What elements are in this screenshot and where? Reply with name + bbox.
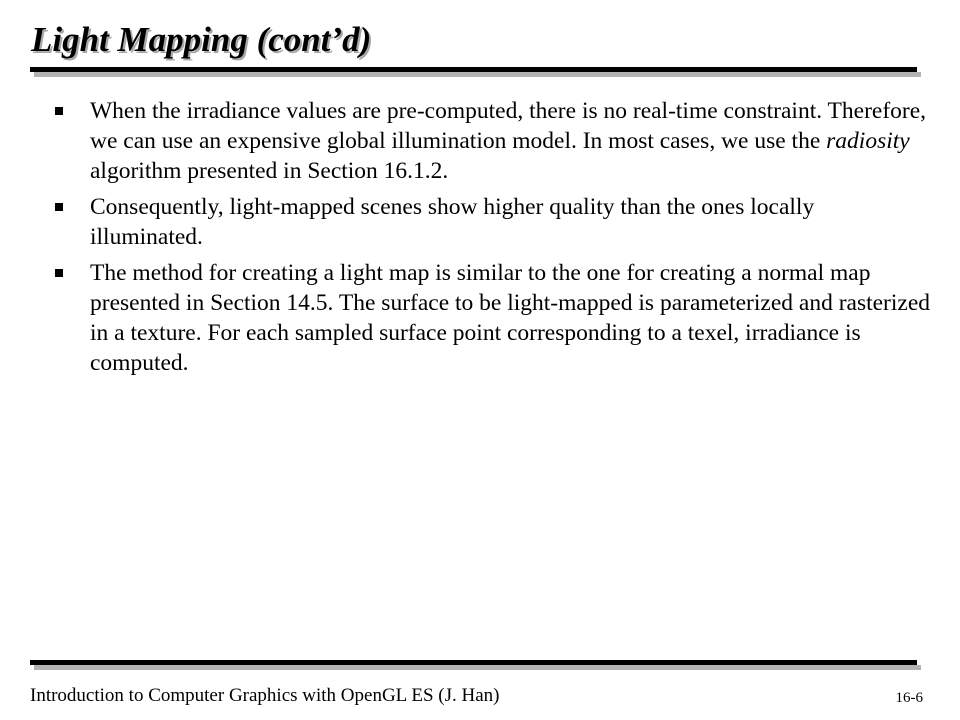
bullet-item [52, 192, 932, 252]
title-divider [30, 67, 917, 72]
bullet-text: Consequently, light-mapped scenes show higher quality than the ones locally illuminated. [90, 194, 815, 250]
bullet-item [52, 96, 932, 186]
square-bullet-icon [55, 107, 63, 115]
footer-divider [30, 660, 917, 665]
square-bullet-icon [55, 269, 63, 277]
bullet-text-end: algorithm presented in Section 16.1.2. [90, 158, 449, 184]
bullet-emphasis: radiosity [826, 128, 910, 154]
footer-course-title: Introduction to Computer Graphics with OpenGL ES (J. Han) [30, 685, 500, 706]
square-bullet-icon [55, 203, 63, 211]
bullet-text-start: When the irradiance values are pre-computed, there is no real-time constraint. Therefore, we can use an expensive global illumination model. In most cases, we use the [90, 98, 927, 154]
page-number: 16-6 [895, 690, 923, 706]
bullet-list [52, 96, 932, 384]
slide-title: Light Mapping (cont’d) [31, 20, 372, 59]
bullet-item [52, 258, 932, 378]
bullet-text: The method for creating a light map is similar to the one for creating a normal map presented in Section 14.5. The surface to be light-mapped is parameterized and rasterized in a texture. For each sampled surface point corresponding to a texel, irradiance is computed. [90, 260, 931, 376]
